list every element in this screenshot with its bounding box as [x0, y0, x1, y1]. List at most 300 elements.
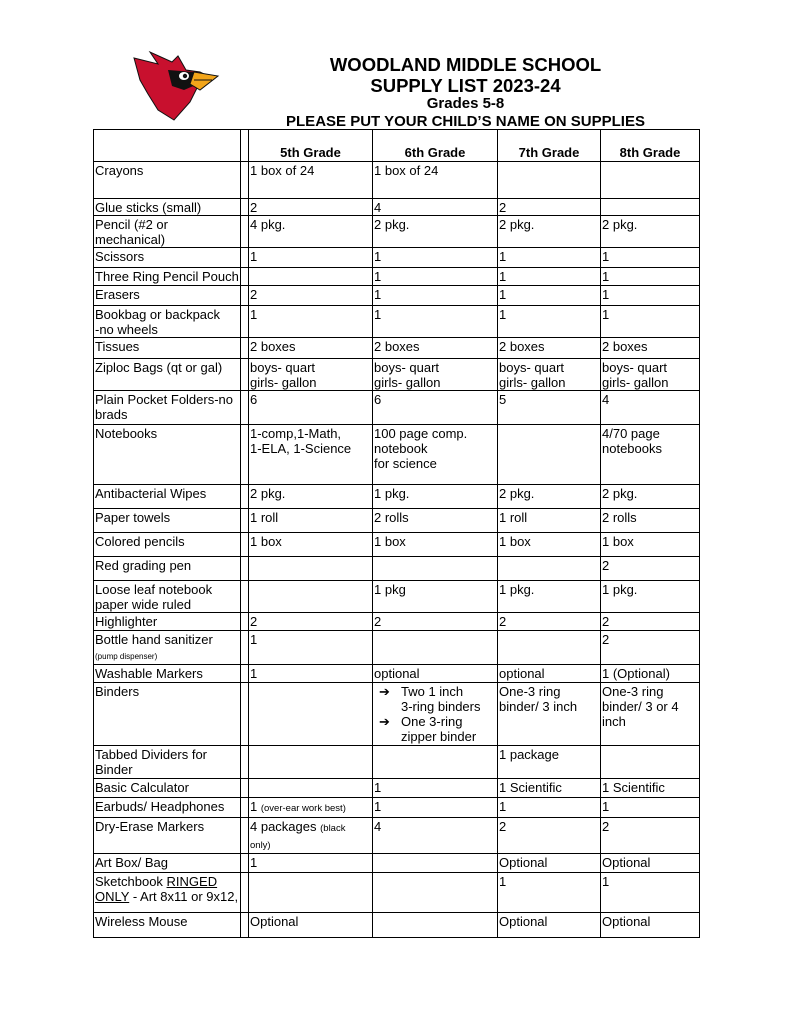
grade-value-cell [249, 746, 373, 779]
grade-value-cell [249, 199, 373, 216]
item-label-underlined: ONLY [95, 889, 130, 904]
grade-value-cell [601, 631, 700, 665]
grade-value: 1 [602, 249, 610, 264]
grade-value: 1-comp,1-Math, 1-ELA, 1-Science [250, 426, 352, 456]
item-note: (pump dispenser) [95, 652, 158, 661]
item-label: Tabbed Dividers for Binder [95, 747, 207, 777]
binder-list-text: One 3-ring zipper binder [401, 714, 477, 744]
gap-cell [241, 581, 249, 613]
grade-value-cell [498, 631, 601, 665]
item-cell [94, 199, 241, 216]
item-cell [94, 216, 241, 248]
gap-cell [241, 199, 249, 216]
item-cell [94, 162, 241, 199]
grade-value: 2 pkg. [374, 217, 410, 232]
grade-value: 2 boxes [499, 339, 545, 354]
grade-value-cell [249, 665, 373, 683]
grade-value: 2 [250, 614, 258, 629]
grade-value-note: (black only) [250, 823, 346, 851]
grade-value-cell [373, 683, 498, 746]
grade-value-cell [498, 683, 601, 746]
grade-value-cell [498, 162, 601, 199]
table-row [94, 199, 700, 216]
gap-cell [241, 338, 249, 359]
gap-cell [241, 631, 249, 665]
grade-value: 2 pkg. [499, 486, 535, 501]
grade-value-cell [373, 665, 498, 683]
gap-cell [241, 306, 249, 338]
item-label-underlined: RINGED [166, 874, 218, 889]
item-label: Scissors [95, 249, 145, 264]
item-cell [94, 818, 241, 854]
grade-value-cell [373, 509, 498, 533]
grade-value: boys- quart girls- gallon [374, 360, 441, 390]
grade-value: 2 [250, 287, 258, 302]
grade-value: 1 box [499, 534, 531, 549]
grade-value: 1 box of 24 [250, 163, 315, 178]
grade-value-cell [498, 818, 601, 854]
grade-value-cell [249, 509, 373, 533]
grade-value: 1 [602, 799, 610, 814]
table-row [94, 779, 700, 798]
grade-value-cell [601, 162, 700, 199]
grade-value-cell [373, 746, 498, 779]
grade-value-cell [249, 613, 373, 631]
grade-value: 4 packages [250, 819, 317, 834]
gap-cell [241, 286, 249, 306]
gap-cell [241, 665, 249, 683]
grade-value-cell [249, 485, 373, 509]
grade-value: 1 box [374, 534, 406, 549]
item-label: Bookbag or backpack -no wheels [95, 307, 221, 337]
item-cell [94, 613, 241, 631]
grade-value-cell [249, 533, 373, 557]
item-cell [94, 665, 241, 683]
item-label: Loose leaf notebook paper wide ruled [95, 582, 213, 612]
grade-value: 2 pkg. [250, 486, 286, 501]
grade-value-cell [601, 268, 700, 286]
gap-cell [241, 509, 249, 533]
grade-value: boys- quart girls- gallon [499, 360, 566, 390]
table-row [94, 913, 700, 938]
item-label: Glue sticks (small) [95, 200, 202, 215]
grade-header [249, 130, 373, 162]
grade-value-cell [373, 199, 498, 216]
table-row [94, 162, 700, 199]
grade-value-cell [249, 818, 373, 854]
grade-value-cell [498, 509, 601, 533]
grade-header [373, 130, 498, 162]
gap-cell [241, 162, 249, 199]
grade-value-cell [373, 631, 498, 665]
grade-value: 1 pkg. [602, 582, 638, 597]
grade-value: 1 [374, 249, 382, 264]
table-row [94, 306, 700, 338]
table-row [94, 338, 700, 359]
gap-cell [241, 818, 249, 854]
grade-value: boys- quart girls- gallon [602, 360, 669, 390]
grade-value: 4 [602, 392, 610, 407]
item-label: Bottle hand sanitizer [95, 632, 213, 647]
gap-cell [241, 854, 249, 873]
gap-cell [241, 533, 249, 557]
grade-value-cell [498, 485, 601, 509]
grade-value-cell [373, 216, 498, 248]
grade-header-label: 6th Grade [404, 145, 466, 160]
gap-cell [241, 130, 249, 162]
grade-value-cell [373, 306, 498, 338]
item-label: Basic Calculator [95, 780, 189, 795]
item-cell [94, 359, 241, 391]
name-note: PLEASE PUT YOUR CHILD’S NAME ON SUPPLIES [286, 113, 645, 130]
item-label: Tissues [95, 339, 140, 354]
list-title: SUPPLY LIST 2023-24 [370, 75, 561, 96]
grade-value: 2 boxes [374, 339, 420, 354]
grade-value: 5 [499, 392, 507, 407]
grade-value: 1 [499, 287, 507, 302]
grade-value: 4/70 page notebooks [602, 426, 662, 456]
table-row [94, 286, 700, 306]
grade-value: 1 [250, 855, 258, 870]
grade-value-cell [601, 425, 700, 485]
gap-cell [241, 873, 249, 913]
grade-value: 2 [374, 614, 382, 629]
item-cell [94, 581, 241, 613]
item-label: Binders [95, 684, 140, 699]
grade-value: 1 pkg. [374, 486, 410, 501]
grade-value-cell [601, 286, 700, 306]
grade-value-cell [498, 665, 601, 683]
grade-value-cell [601, 216, 700, 248]
item-cell [94, 485, 241, 509]
grade-value: 1 pkg. [499, 582, 535, 597]
grade-value: Optional [499, 855, 548, 870]
grade-value: 2 rolls [602, 510, 637, 525]
gap-cell [241, 613, 249, 631]
grade-value: 2 pkg. [499, 217, 535, 232]
item-cell [94, 425, 241, 485]
grade-value: 1 [374, 287, 382, 302]
grade-value-cell [498, 306, 601, 338]
grade-value: Optional [499, 914, 548, 929]
item-cell [94, 746, 241, 779]
grade-value-cell [373, 557, 498, 581]
item-cell [94, 268, 241, 286]
item-label: Paper towels [95, 510, 171, 525]
grade-value-cell [498, 248, 601, 268]
item-cell [94, 683, 241, 746]
grade-value-cell [601, 683, 700, 746]
item-cell [94, 779, 241, 798]
item-label-prefix: Sketchbook [95, 874, 167, 889]
grade-value: 2 rolls [374, 510, 409, 525]
grade-value: 1 box [602, 534, 634, 549]
grade-value-cell [249, 162, 373, 199]
table-row [94, 391, 700, 425]
grade-value-cell [601, 854, 700, 873]
item-label: Washable Markers [95, 666, 203, 681]
grade-value: 1 [602, 269, 610, 284]
grade-value: optional [374, 666, 420, 681]
table-row [94, 631, 700, 665]
grade-value-cell [249, 913, 373, 938]
grade-value-cell [373, 913, 498, 938]
table-row [94, 216, 700, 248]
grade-value-cell [373, 485, 498, 509]
gap-cell [241, 359, 249, 391]
school-name: WOODLAND MIDDLE SCHOOL [329, 54, 602, 75]
grade-value-cell [601, 746, 700, 779]
item-cell [94, 913, 241, 938]
grade-value-cell [373, 798, 498, 818]
grade-value-cell [373, 338, 498, 359]
table-row [94, 665, 700, 683]
header-item-cell [94, 130, 241, 162]
item-cell [94, 391, 241, 425]
grade-value: One-3 ring binder/ 3 inch [499, 684, 578, 714]
grade-value-cell [373, 425, 498, 485]
gap-cell [241, 913, 249, 938]
grade-value: 1 [499, 307, 507, 322]
item-label: Ziploc Bags (qt or gal) [95, 360, 223, 375]
grade-value: 1 roll [250, 510, 279, 525]
grade-value: 2 [602, 819, 610, 834]
grade-value-cell [601, 359, 700, 391]
grade-value-cell [373, 286, 498, 306]
grade-value: 1 [374, 799, 382, 814]
grade-value-cell [498, 557, 601, 581]
item-cell [94, 557, 241, 581]
grade-value-cell [373, 359, 498, 391]
grade-value-cell [601, 798, 700, 818]
grade-value: 1 [250, 632, 258, 647]
grade-value: 1 [250, 307, 258, 322]
grade-value-cell [601, 818, 700, 854]
grade-value-cell [249, 631, 373, 665]
grade-value: 1 [374, 780, 382, 795]
grade-value-cell [249, 359, 373, 391]
table-row [94, 746, 700, 779]
grade-value: 1 [602, 307, 610, 322]
grade-value: Optional [602, 914, 651, 929]
grade-value: 1 [250, 666, 258, 681]
grade-value: 1 box [250, 534, 282, 549]
grade-value-cell [601, 557, 700, 581]
grade-value-cell [373, 873, 498, 913]
table-row [94, 557, 700, 581]
table-row [94, 613, 700, 631]
grade-value-cell [601, 873, 700, 913]
grade-value-cell [601, 613, 700, 631]
table-row [94, 683, 700, 746]
item-label: Pencil (#2 or mechanical) [95, 217, 168, 247]
grades-subtitle: Grades 5-8 [426, 95, 505, 112]
grade-value-cell [498, 746, 601, 779]
grade-value: 1 pkg [374, 582, 406, 597]
item-cell [94, 306, 241, 338]
grade-value: 1 [374, 269, 382, 284]
grade-value: boys- quart girls- gallon [250, 360, 317, 390]
table-row [94, 485, 700, 509]
gap-cell [241, 216, 249, 248]
grade-value-cell [249, 779, 373, 798]
gap-cell [241, 779, 249, 798]
gap-cell [241, 798, 249, 818]
item-label: Dry-Erase Markers [95, 819, 205, 834]
grade-value-cell [498, 199, 601, 216]
grade-value-cell [601, 913, 700, 938]
grade-value-cell [249, 306, 373, 338]
item-cell [94, 338, 241, 359]
grade-value: Optional [602, 855, 651, 870]
grade-value-cell [373, 391, 498, 425]
grade-value: 100 page comp. notebook for science [374, 426, 468, 471]
grade-value-cell [498, 216, 601, 248]
gap-cell [241, 268, 249, 286]
grade-value: One-3 ring binder/ 3 or 4 inch [602, 684, 679, 729]
table-row [94, 533, 700, 557]
grade-value: 6 [250, 392, 258, 407]
grade-value-cell [373, 779, 498, 798]
grade-value-cell [601, 338, 700, 359]
grade-value-cell [498, 854, 601, 873]
gap-cell [241, 557, 249, 581]
item-label: Colored pencils [95, 534, 185, 549]
grade-value-cell [249, 854, 373, 873]
table-row [94, 359, 700, 391]
item-cell [94, 631, 241, 665]
item-label: Crayons [95, 163, 144, 178]
grade-value: 1 Scientific [499, 780, 562, 795]
grade-value: 2 boxes [250, 339, 296, 354]
item-label: Art Box/ Bag [95, 855, 168, 870]
grade-value: 1 [250, 799, 258, 814]
grade-value: 2 boxes [602, 339, 648, 354]
grade-value: 1 roll [499, 510, 528, 525]
grade-value: 1 box of 24 [374, 163, 439, 178]
grade-value: 2 [499, 819, 507, 834]
item-cell [94, 533, 241, 557]
grade-value-cell [373, 268, 498, 286]
table-row [94, 854, 700, 873]
grade-value-cell [373, 248, 498, 268]
grade-value: 1 [374, 307, 382, 322]
gap-cell [241, 425, 249, 485]
grade-value-cell [249, 391, 373, 425]
grade-value: 1 [602, 287, 610, 302]
grade-value-cell [498, 779, 601, 798]
grade-value-cell [601, 533, 700, 557]
item-cell [94, 873, 241, 913]
grade-header-label: 7th Grade [518, 145, 580, 160]
table-row [94, 581, 700, 613]
grade-value: 4 pkg. [250, 217, 286, 232]
item-cell [94, 854, 241, 873]
grade-value-cell [373, 818, 498, 854]
grade-value: 1 [499, 269, 507, 284]
binder-list-item [379, 684, 496, 714]
grade-value: 1 package [499, 747, 559, 762]
supply-table [93, 129, 700, 938]
grade-value-cell [373, 854, 498, 873]
grade-value: 1 [499, 799, 507, 814]
grade-value: 4 [374, 819, 382, 834]
grade-value-cell [249, 338, 373, 359]
item-label: Notebooks [95, 426, 158, 441]
grade-value: 1 [602, 874, 610, 889]
grade-value-cell [249, 248, 373, 268]
table-row [94, 818, 700, 854]
grade-value-cell [249, 873, 373, 913]
grade-value: 2 [602, 614, 610, 629]
grade-value: 2 [499, 614, 507, 629]
grade-value-cell [601, 665, 700, 683]
binder-list-item [379, 714, 496, 744]
item-label: Plain Pocket Folders-no brads [95, 392, 234, 422]
grade-value-cell [498, 873, 601, 913]
item-label: Three Ring Pencil Pouch [95, 269, 239, 284]
grade-value-cell [249, 581, 373, 613]
grade-value-cell [373, 162, 498, 199]
grade-value: 2 [602, 632, 610, 647]
item-label: Wireless Mouse [95, 914, 188, 929]
gap-cell [241, 746, 249, 779]
grade-value-cell [498, 581, 601, 613]
grade-value-cell [601, 306, 700, 338]
item-label: Earbuds/ Headphones [95, 799, 225, 814]
grade-value-cell [373, 613, 498, 631]
grade-value-cell [249, 286, 373, 306]
grade-value-cell [498, 338, 601, 359]
grade-header [498, 130, 601, 162]
grade-value-cell [373, 581, 498, 613]
grade-value-cell [498, 425, 601, 485]
grade-value-cell [249, 798, 373, 818]
grade-value-cell [249, 425, 373, 485]
grade-value: 6 [374, 392, 382, 407]
table-row [94, 268, 700, 286]
grade-value-cell [601, 391, 700, 425]
grade-value-cell [498, 268, 601, 286]
item-label: Antibacterial Wipes [95, 486, 207, 501]
table-row [94, 509, 700, 533]
table-row [94, 425, 700, 485]
grade-value-cell [498, 913, 601, 938]
grade-value: 2 pkg. [602, 217, 638, 232]
table-row [94, 873, 700, 913]
gap-cell [241, 683, 249, 746]
grade-value: 2 [602, 558, 610, 573]
item-cell [94, 286, 241, 306]
grade-value-cell [601, 485, 700, 509]
grade-header-label: 5th Grade [280, 145, 341, 160]
grade-value: 2 [250, 200, 258, 215]
grade-value-cell [249, 268, 373, 286]
gap-cell [241, 248, 249, 268]
grade-header [601, 130, 700, 162]
arrow-bullet-icon: ➔ [379, 714, 390, 729]
grade-value-cell [498, 798, 601, 818]
item-cell [94, 509, 241, 533]
item-cell [94, 798, 241, 818]
table-row [94, 798, 700, 818]
table-header-row [94, 130, 700, 162]
item-label: Highlighter [95, 614, 158, 629]
item-label: Erasers [95, 287, 140, 302]
grade-value-cell [249, 216, 373, 248]
grade-value-cell [373, 533, 498, 557]
arrow-bullet-icon: ➔ [379, 684, 390, 699]
